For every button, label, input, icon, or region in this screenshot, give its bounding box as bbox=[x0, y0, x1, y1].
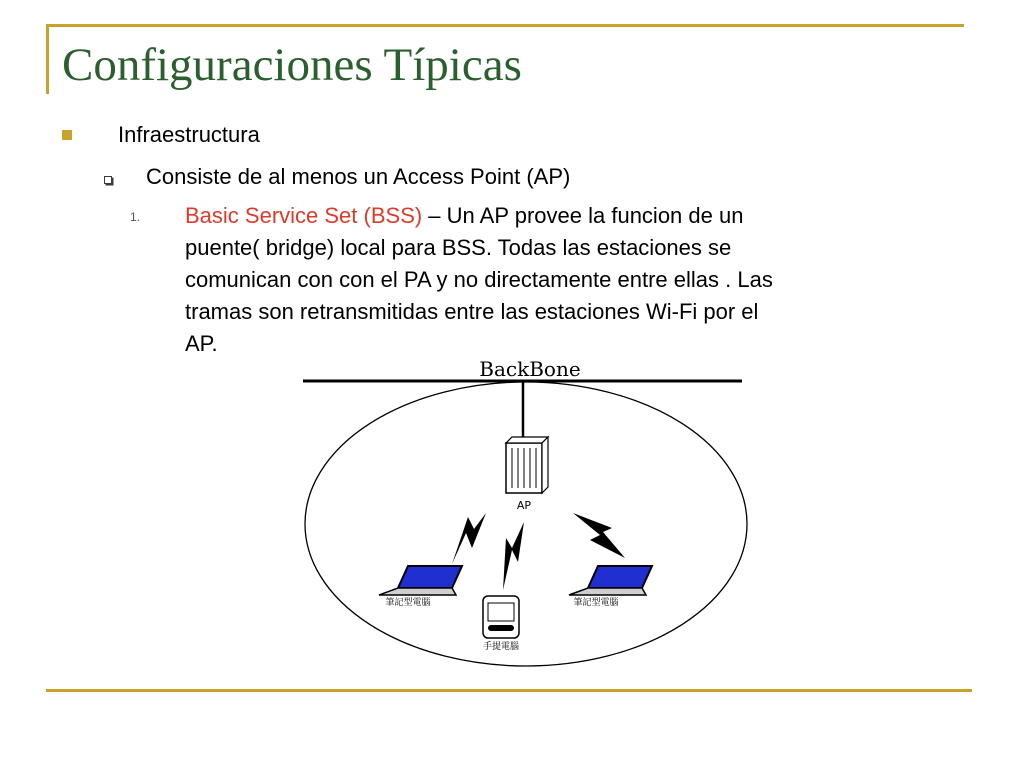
laptop-right-label: 筆記型電腦 bbox=[573, 598, 619, 608]
pda-device-icon bbox=[483, 596, 519, 638]
wireless-link-right-icon bbox=[573, 513, 625, 558]
laptop-left-label: 筆記型電腦 bbox=[385, 598, 431, 608]
wireless-link-left-icon bbox=[452, 513, 486, 564]
bss-line-5: AP. bbox=[185, 331, 218, 356]
ap-label: AP bbox=[516, 499, 532, 512]
slide-title: Configuraciones Típicas bbox=[62, 39, 522, 91]
wireless-link-center-icon bbox=[503, 522, 524, 590]
backbone-label: BackBone bbox=[479, 357, 581, 381]
bullet-level2: Consiste de al menos un Access Point (AP) bbox=[146, 164, 571, 189]
bss-term: Basic Service Set (BSS) bbox=[185, 203, 423, 228]
numbered-marker: 1. bbox=[130, 210, 141, 224]
laptop-right-icon bbox=[569, 566, 652, 595]
access-point-icon bbox=[506, 437, 548, 493]
bss-line-1-rest: – Un AP provee la funcion de un bbox=[422, 203, 744, 228]
bss-coverage-ellipse bbox=[305, 382, 747, 666]
bullet-level1: Infraestructura bbox=[118, 122, 260, 147]
bss-line-2: puente( bridge) local para BSS. Todas las estaciones se bbox=[185, 235, 732, 260]
bss-line-4: tramas son retransmitidas entre las estaciones Wi-Fi por el bbox=[185, 299, 759, 324]
pda-label: 手提電腦 bbox=[482, 642, 520, 652]
bss-line-3: comunican con con el PA y no directamente entre ellas . Las bbox=[185, 267, 773, 292]
laptop-left-icon bbox=[379, 566, 462, 595]
